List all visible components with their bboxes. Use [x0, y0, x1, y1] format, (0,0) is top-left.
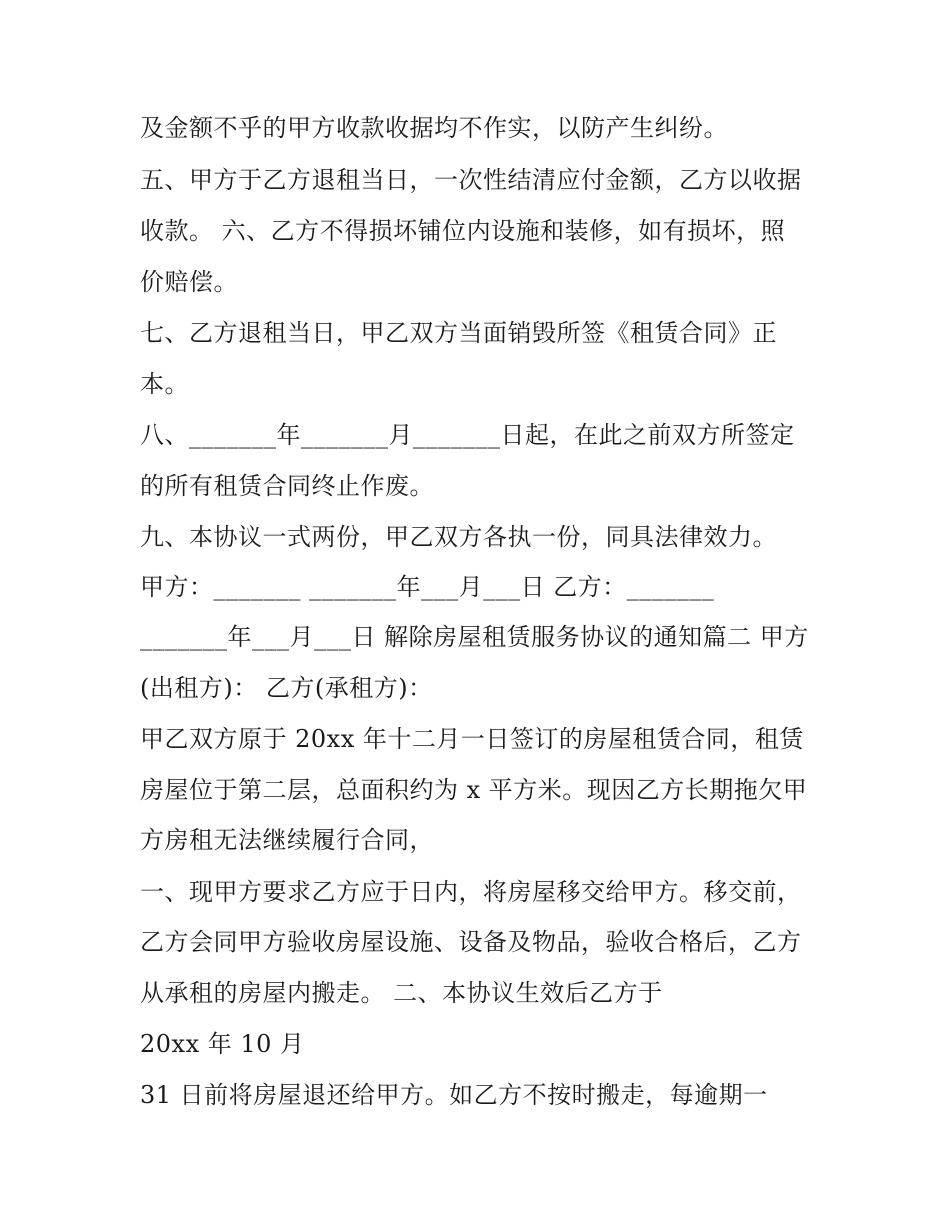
text-line: 及金额不乎的甲方收款收据均不作实，以防产生纠纷。 [140, 114, 728, 142]
text-line: 收款。 六、乙方不得损坏铺位内设施和装修，如有损坏，照 [140, 217, 786, 245]
text-line: 七、乙方退租当日，甲乙双方当面销毁所签《租赁合同》正 [140, 319, 777, 347]
text-line: (出租方)： 乙方(承租方)： [140, 674, 433, 702]
text-line: 甲方：_______ _______年___月___日 乙方：_______ [140, 573, 715, 601]
text-line: 20xx 年 10 月 [140, 1030, 305, 1058]
text-line: 乙方会同甲方验收房屋设施、设备及物品，验收合格后，乙方 [140, 928, 802, 956]
text-line: 一、现甲方要求乙方应于日内，将房屋移交给甲方。移交前， [140, 878, 802, 906]
text-line: 房屋位于第二层，总面积约为 x 平方米。现因乙方长期拖欠甲 [140, 776, 808, 804]
text-line: 九、本协议一式两份，甲乙双方各执一份，同具法律效力。 [140, 523, 777, 551]
text-line: 方房租无法继续履行合同， [140, 826, 434, 854]
text-line: 31 日前将房屋退还给甲方。如乙方不按时搬走，每逾期一 [140, 1081, 768, 1109]
text-line: 价赔偿。 [140, 268, 238, 296]
text-line: _______年___月___日 解除房屋租赁服务协议的通知篇二 甲方 [140, 623, 809, 651]
text-line: 的所有租赁合同终止作废。 [140, 472, 434, 500]
text-line: 甲乙双方原于 20xx 年十二月一日签订的房屋租赁合同，租赁 [140, 725, 804, 753]
text-line: 八、_______年_______月_______日起，在此之前双方所签定 [140, 421, 795, 449]
text-line: 从承租的房屋内搬走。 二、本协议生效后乙方于 [140, 979, 663, 1007]
text-line: 五、甲方于乙方退租当日，一次性结清应付金额，乙方以收据 [140, 166, 802, 194]
text-line: 本。 [140, 370, 189, 398]
